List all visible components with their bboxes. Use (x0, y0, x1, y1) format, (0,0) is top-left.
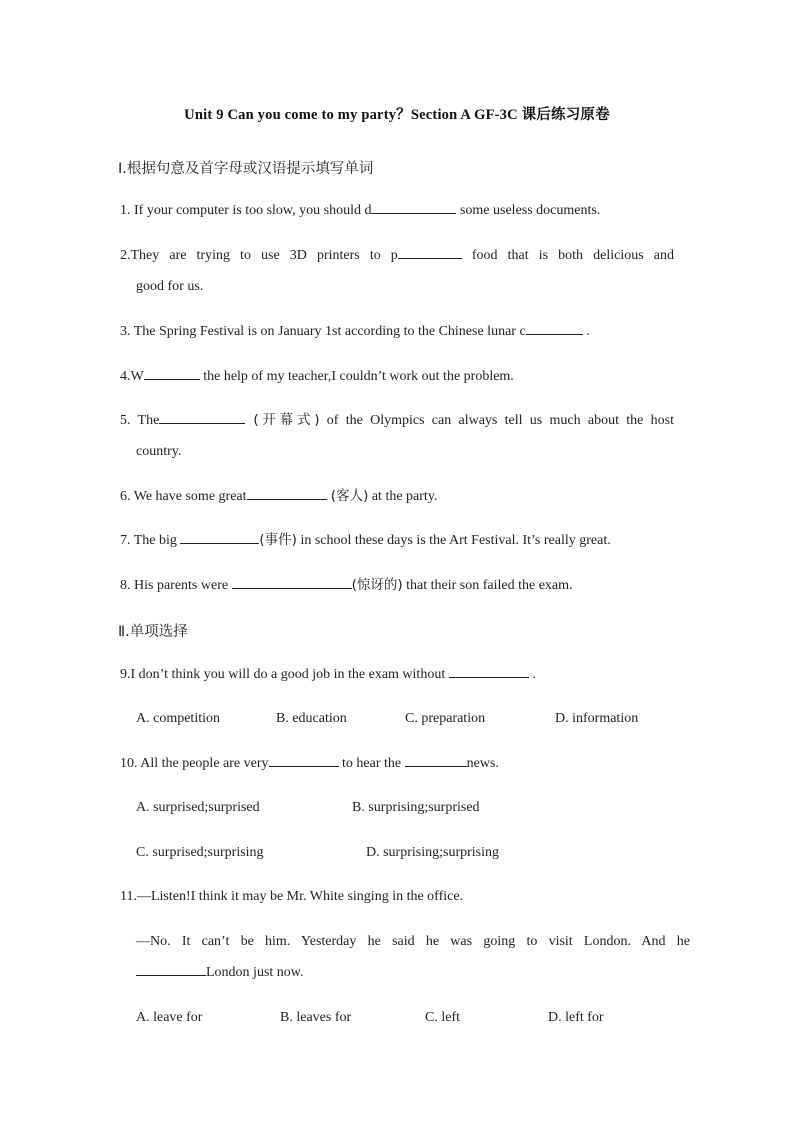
question-9-option-d[interactable]: D. information (555, 711, 639, 726)
question-10-text: 10. All the people are very (120, 756, 269, 771)
question-10-option-b[interactable]: B. surprising;surprised (352, 800, 480, 815)
question-4-text: 4.W (120, 369, 144, 384)
question-4-text-end: the help of my teacher,I couldn’t work out the problem. (199, 369, 514, 384)
question-5-hint: (开幕式) (245, 412, 320, 428)
question-3-text: 3. The Spring Festival is on January 1st according to the Chinese lunar c (120, 324, 526, 339)
question-9-text-end: . (528, 667, 536, 682)
question-10-text-mid: to hear the (338, 756, 405, 771)
question-7-text: 7. The big (120, 533, 181, 548)
question-10-option-d[interactable]: D. surprising;surprising (366, 845, 499, 860)
question-6-hint: (客人) (326, 488, 369, 504)
question-4-blank[interactable] (144, 365, 200, 380)
question-8 (120, 570, 674, 601)
question-2 (120, 240, 674, 271)
question-1-text: 1. If your computer is too slow, you should d (120, 203, 372, 218)
question-6-blank[interactable] (247, 485, 327, 500)
question-10 (120, 748, 674, 779)
question-7-text-end: in school these days is the Art Festival. It’s really great. (296, 533, 611, 548)
question-9-option-a[interactable]: A. competition (136, 711, 220, 726)
question-2-continuation: good for us. (136, 279, 204, 294)
question-8-hint: (惊讶的) (351, 577, 403, 593)
question-9 (120, 659, 674, 690)
question-5-continuation: country. (136, 444, 182, 459)
question-7-hint: (事件) (259, 532, 297, 548)
question-11-option-c[interactable]: C. left (425, 1010, 460, 1025)
question-10-option-c[interactable]: C. surprised;surprising (136, 845, 264, 860)
question-6 (120, 481, 674, 512)
question-10-option-a[interactable]: A. surprised;surprised (136, 800, 260, 815)
page-title: Unit 9 Can you come to my party？Section A GF-3C 课后练习原卷 (184, 107, 610, 123)
question-9-blank[interactable] (449, 663, 529, 678)
question-2-blank[interactable] (398, 244, 462, 259)
question-5 (120, 405, 674, 436)
question-11: 11.—Listen!I think it may be Mr. White singing in the office. (120, 889, 464, 904)
question-3 (120, 316, 674, 347)
question-2-text: 2.They are trying to use 3D printers to p (120, 248, 398, 263)
question-11-blank[interactable] (136, 961, 206, 976)
question-6-text: 6. We have some great (120, 489, 247, 504)
question-5-text: 5. The (120, 413, 160, 428)
question-3-text-end: . (582, 324, 590, 339)
question-11-option-a[interactable]: A. leave for (136, 1010, 203, 1025)
question-11-text-end: London just now. (206, 965, 304, 980)
section-heading-vocabulary: Ⅰ.根据句意及首字母或汉语提示填写单词 (118, 161, 374, 177)
question-5-blank[interactable] (159, 409, 245, 424)
question-2-text-end: food that is both delicious and (461, 248, 674, 263)
question-3-blank[interactable] (526, 320, 583, 335)
question-11-option-b[interactable]: B. leaves for (280, 1010, 352, 1025)
question-5-text-end: of the Olympics can always tell us much about the host (319, 413, 675, 428)
question-8-blank[interactable] (232, 574, 352, 589)
question-4 (120, 361, 674, 392)
question-9-text: 9.I don’t think you will do a good job in the exam without (120, 667, 449, 682)
question-7 (120, 525, 674, 556)
question-1-blank[interactable] (371, 199, 456, 214)
question-8-text-end: that their son failed the exam. (402, 578, 573, 593)
question-6-text-end: at the party. (368, 489, 438, 504)
question-1 (120, 195, 674, 226)
section-heading-multiple-choice: Ⅱ.单项选择 (118, 624, 188, 640)
question-8-text: 8. His parents were (120, 578, 232, 593)
question-10-blank-1[interactable] (269, 752, 339, 767)
question-9-option-b[interactable]: B. education (276, 711, 347, 726)
question-10-blank-2[interactable] (405, 752, 467, 767)
question-9-option-c[interactable]: C. preparation (405, 711, 486, 726)
question-11-dialogue-end (120, 957, 690, 988)
question-10-text-end: news. (466, 756, 499, 771)
question-11-option-d[interactable]: D. left for (548, 1010, 604, 1025)
question-1-text-end: some useless documents. (456, 203, 601, 218)
question-7-blank[interactable] (180, 529, 259, 544)
question-11-dialogue: —No. It can’t be him. Yesterday he said he was going to visit London. And he (136, 934, 690, 949)
